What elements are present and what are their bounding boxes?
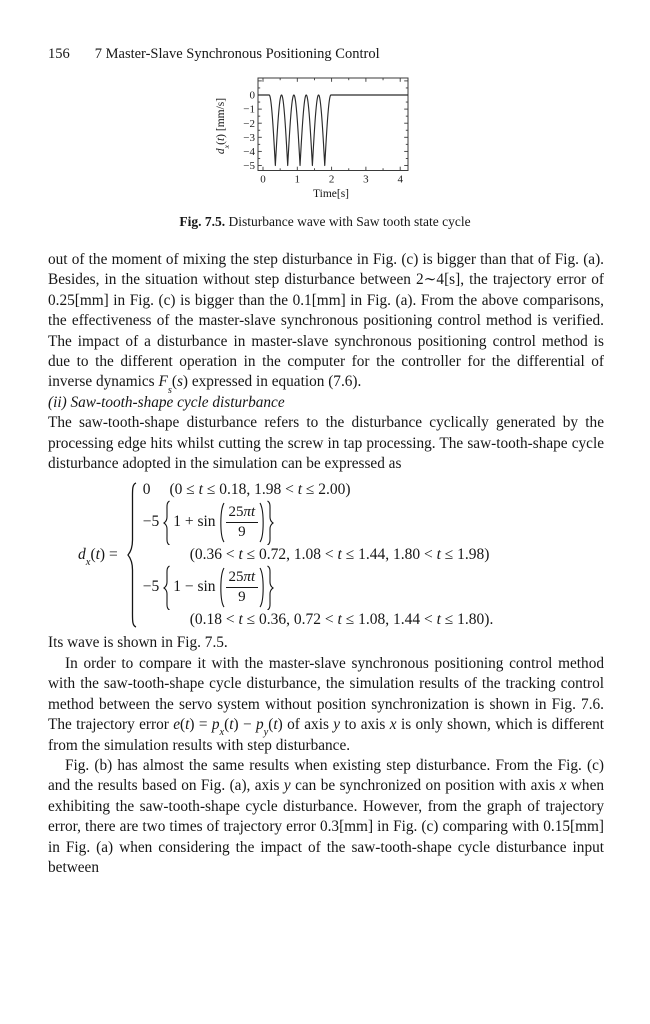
case-1 xyxy=(143,480,494,499)
fraction-numerator: 25πt xyxy=(226,504,259,523)
right-paren-icon xyxy=(259,501,266,543)
equation-dx xyxy=(78,480,604,629)
fraction-denominator: 9 xyxy=(238,523,246,540)
subsection-heading: (ii) Saw-tooth-shape cycle disturbance xyxy=(48,393,285,411)
figure-caption-label: Fig. 7.5. xyxy=(179,214,226,229)
figure-7-5-chart xyxy=(200,66,450,211)
svg-text:2: 2 xyxy=(328,173,335,186)
body-text xyxy=(48,250,604,878)
svg-text:0: 0 xyxy=(260,173,266,186)
left-brace-icon xyxy=(162,499,171,545)
fraction-numerator: 25πt xyxy=(226,569,259,588)
svg-text:1: 1 xyxy=(294,173,301,186)
case-3-coefficient: −5 xyxy=(142,578,160,596)
x-axis-label: Time[s] xyxy=(313,188,349,200)
case-3-condition-row xyxy=(143,610,494,629)
right-brace-icon xyxy=(266,564,275,610)
case-2-expression xyxy=(143,499,494,545)
case-1-value: 0 xyxy=(142,480,151,498)
left-paren-icon xyxy=(218,501,225,543)
case-2-coefficient: −5 xyxy=(142,513,160,531)
svg-text:4: 4 xyxy=(397,173,403,186)
fraction xyxy=(226,504,259,541)
svg-text:−5: −5 xyxy=(243,160,255,173)
right-paren-icon xyxy=(259,566,266,608)
figure-caption xyxy=(0,214,650,230)
case-3-condition: (0.18 < t ≤ 0.36, 0.72 < t ≤ 1.08, 1.44 < t ≤ 1.80). xyxy=(189,610,494,628)
svg-text:0: 0 xyxy=(249,89,255,102)
equation-cases xyxy=(143,480,494,629)
case-3-expression xyxy=(143,564,494,610)
equation-lhs: $d_x(t)$ = xyxy=(78,545,118,569)
running-head xyxy=(48,46,602,63)
case-2-condition-row xyxy=(143,545,494,564)
paragraph-2: The saw-tooth-shape disturbance refers to the disturbance cyclically generated by the processing edge hits whilst cutting the screw in tap processing. The saw-tooth-shape cycle disturbance adopted in the simulation can be expressed as xyxy=(48,414,604,473)
chapter-title: 7 Master-Slave Synchronous Positioning Control xyxy=(94,46,380,62)
left-paren-icon xyxy=(218,566,225,608)
paragraph-3: Its wave is shown in Fig. 7.5. xyxy=(48,634,228,652)
paragraph-4: In order to compare it with the master-slave synchronous positioning control method with the saw-tooth-shape cycle disturbance, the simulation results of the tracking control method between the servo system without position synchronization is shown in Fig. 7.6. The trajectory error $e(t) = p_x(t) - p_y(t)$ of axis y to axis x is only shown, which is different from the simulation results with step disturbance. xyxy=(48,654,604,754)
fraction xyxy=(226,569,259,606)
figure-caption-text: Disturbance wave with Saw tooth state cycle xyxy=(228,214,471,229)
left-brace-icon xyxy=(162,564,171,610)
svg-text:3: 3 xyxy=(363,173,369,186)
svg-text:−1: −1 xyxy=(243,103,255,116)
svg-text:−2: −2 xyxy=(243,117,255,130)
case-1-condition: (0 ≤ t ≤ 0.18, 1.98 < t ≤ 2.00) xyxy=(169,480,351,498)
page-number: 156 xyxy=(48,46,70,62)
svg-text:−3: −3 xyxy=(243,131,255,144)
cases-left-brace-icon xyxy=(125,481,138,629)
right-brace-icon xyxy=(266,499,275,545)
case-2-condition: (0.36 < t ≤ 0.72, 1.08 < t ≤ 1.44, 1.80 < t ≤ 1.98) xyxy=(189,545,490,563)
case-3-operand: 1 − sin xyxy=(173,578,216,596)
y-axis-label: $d_x(t)$ [mm/s] xyxy=(215,97,232,155)
case-2-operand: 1 + sin xyxy=(173,513,216,531)
fraction-denominator: 9 xyxy=(238,588,246,605)
svg-text:−4: −4 xyxy=(243,146,255,158)
paragraph-5: Fig. (b) has almost the same results when existing step disturbance. From the Fig. (c) and the results based on Fig. (a), axis y can be synchronized on position with axis x when exhibiting the saw-tooth-shape cycle disturbance. However, from the graph of trajectory error, there are two times of trajectory error 0.3[mm] in Fig. (c) comparing with 0.15[mm] in Fig. (a) when considering the impact of the saw-tooth-shape cycle disturbance input between xyxy=(48,756,605,876)
paragraph-1: out of the moment of mixing the step disturbance in Fig. (c) is bigger than that of Fig. (a). Besides, in the situation without step disturbance between 2∼4[s], the trajectory error of 0.25[mm] in Fig. (c) is bigger than the 0.1[mm] in Fig. (a). From the above comparisons, the effectiveness of the master-slave synchronous positioning control method is verified. The impact of a disturbance in master-slave synchronous positioning control method is due to the different operation in the computer for the controller for the differential of inverse dynamics $F_s(s)$ expressed in equation (7.6). xyxy=(48,251,604,396)
